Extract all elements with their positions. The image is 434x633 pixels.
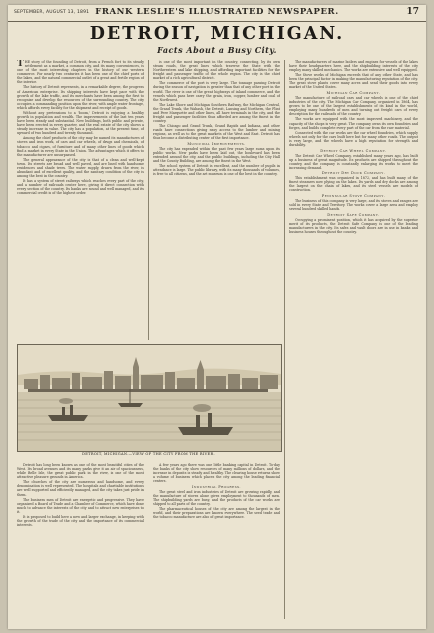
article-paragraph: The history of Detroit represents, in a remarkable degree, the progress of American enterprise. Its shipping interests have kept pace with the growth of the lake traffic, and its merchants have been among the first to recognize and develop the resources of the surrounding country. The city occupies a commanding position upon the river, with ample water frontage, which affords every facility for the shipment and receipt of goods. [17,85,144,110]
article-paragraph: This establishment was organized in 1872, and has built many of the finest steamers now plying on the lakes. Its yards and dry docks are among the largest on the chain of lakes, and its steel vessels are models of construction. [289,176,418,193]
issue-date: SEPTEMBER, AUGUST 13, 1891 [14,10,90,15]
article-title: DETROIT, MICHIGAN. [89,24,345,44]
text-column-3 [289,60,418,619]
text-column-1 [17,60,144,340]
article-paragraph: is one of the most important in the country, connecting, by its own steam roads, the great lines which traverse the State with the Northwestern and lake shipping, and affording important facilities for the freight and passenger traffic of the whole region. The city is the chief market of a rich agricultural district. [153,60,280,81]
article-paragraph: A few years ago there was one little banking capital in Detroit. To-day the banks of the city show resources of many millions of dollars, and the increase in deposits is steady and healthy. The clearing house returns show a volume of business which places the city among the leading financial centers. [153,463,280,484]
text-column-2-lower [153,463,280,619]
article-paragraph: It is proposed to build here a new and larger exchange, in keeping with the growth of the trade of the city and the importance of its commercial interests. [17,515,144,528]
illustration-caption: DETROIT, MICHIGAN.—VIEW OF THE CITY FROM THE RIVER. [82,452,215,456]
section-heading: Municipal Improvements. [187,141,246,146]
page-number: 17 [406,7,419,17]
section-heading: Detroit Car Wheel Company. [320,148,387,153]
article-paragraph: The pharmaceutical houses of the city are among the largest in the world, and their preparations are known everywhere. The seed trade and the tobacco manufacture are also of great importance. [153,507,280,520]
newspaper-name: FRANK LESLIE'S ILLUSTRATED NEWSPAPER. [95,7,339,17]
section-heading: Michigan Car Company. [326,91,381,96]
column-rule [284,60,285,619]
section-heading: Peninsular Stove Company. [321,193,386,198]
section-heading: Industrial Progress. [192,484,241,489]
article-paragraph: THE story of the founding of Detroit, from a French fort to its steady settlement as a market, a common city, and its many conveniences, is one of the most interesting chapters in the history of our western commerce. For nearly two centuries it has been one of the chief ports of the lakes, and the natural commercial outlet of a great and fertile region of the interior. [17,60,144,85]
article-paragraph: The commerce of the port is very large. The tonnage passing Detroit during the season of navigation is greater than that of any other port in the world. The river is one of the great highways of inland commerce, and the vessels which pass here carry the grain, iron, copper, lumber and coal of the Northwest. [153,81,280,102]
article-paragraph: Detroit has long been known as one of the most beautiful cities of the West. Its broad avenues and its many parks give it an air of spaciousness, while Belle Isle, the great public park in the river, is one of the most attractive pleasure grounds in America. [17,463,144,480]
section-heading: Detroit Dry Dock Company. [321,171,386,176]
article-paragraph: Among the chief products of the city may be named its manufactures of stoves and iron work, of cars and car wheels, of drugs and chemicals, of tobacco and cigars, of furniture and of many other lines of goods which find a market in every State in the Union. The advantages which it offers to the manufacturer are unsurpassed. [17,136,144,157]
article-paragraph: The Detroit Car Wheel Company, established many years ago, has built up a business of great magnitude. Its products are shipped throughout the country, and the company is constantly enlarging its works to meet the increasing demand. [289,153,418,170]
article-paragraph: The general appearance of the city is that of a clean and well-kept town. Its streets are broad and well paved, and are lined with handsome residences and shade trees. The water supply, drawn from the river, is abundant and of excellent quality, and the sanitary condition of the city is among the best in the country. [17,157,144,179]
article-paragraph: The great steel and iron industries of Detroit are growing rapidly, and the manufacture of stoves alone gives employment to thousands of men. The shipbuilding yards are busy, and the products of the car works are shipped to all parts of the country. [153,489,280,506]
article-paragraph: Connected with the car works are the car wheel foundries, which supply wheels not only for the cars built here but for many other roads. The output is very large, and the wheels have a high reputation for strength and durability. [289,130,418,147]
article-paragraph: The school system of Detroit is excellent, and the number of pupils in attendance is large. The public library, with its many thousands of volumes, is free to all citizens, and the art museum is one of the best in the country. [153,164,280,177]
article-paragraph: Occupying a prominent position, which it has acquired by the superior merit of its products, the Detroit Safe Company is one of the leading manufacturers in the city. Its safes and vault doors are in use in banks and business houses throughout the country. [289,217,418,234]
newspaper-page [8,5,426,629]
article-paragraph: The works are equipped with the most improved machinery, and the capacity of the shops is very great. The company owns its own foundries and forges, and builds complete every part of the car from the raw material. [289,117,418,130]
article-paragraph: The churches of the city are numerous and handsome, and every denomination is well represented. The hospitals and charitable institutions are well supported and efficiently managed, and the city takes just pride in them. [17,480,144,497]
engraving-image [18,345,281,451]
article-subtitle: Facts About a Busy City. [157,45,277,55]
article-paragraph: It has a system of street railways which reaches every part of the city, and a number of railroads center here, giving it direct connection with every section of the country. Its banks are sound and well managed, and its commercial credit is of the highest order. [17,179,144,196]
drop-cap: T [17,60,24,69]
column-rule [148,60,149,340]
article-paragraph: The Chicago and Grand Trunk, Grand Rapids and Indiana, and other roads have connections giving easy access to the lumber and mining regions, as well as to the great markets of the West and East. Detroit has thus become a distributing center of the first importance. [153,124,280,141]
article-paragraph: Without any pretensions to a 'boom,' Detroit is enjoying a healthy growth in population and wealth. The improvements of the last ten years have been steady and substantial. New buildings, both public and private, have been erected in every quarter, and the real estate of the city shows a steady increase in value. The city has a population, at the present time, of upward of two hundred and twenty thousand. [17,110,144,136]
text-column-1-lower [17,463,144,619]
article-paragraph: The manufacturers of marine boilers and engines for vessels of the lakes have their headquarters here, and the shipbuilding interests of the city employ many skilled mechanics. The works are extensive and well equipped. [289,60,418,73]
article-paragraph: The manufacture of railroad cars and car wheels is one of the chief industries of the city. The Michigan Car Company, organized in 1864, has grown to be one of the largest establishments of its kind in the world, employing many hundreds of men and turning out freight cars of every description for the railroads of the country. [289,96,418,117]
city-view-illustration [17,344,282,452]
section-heading: Detroit Safe Company. [327,212,380,217]
article-paragraph: The business of this company is very large, and its stoves and ranges are sold in every State and Territory. The works cover a large area and employ several hundred skilled hands. [289,199,418,212]
text-column-2 [153,60,280,340]
article-paragraph: The Lake Shore and Michigan Southern Railway, the Michigan Central, the Grand Trunk, the Wabash, the Detroit, Lansing and Northern, the Flint and Pere Marquette and other lines, all have terminals in the city, and the freight and passenger facilities thus afforded are among the finest in the country. [153,102,280,124]
article-paragraph: The Stove works of Michigan exceeds that of any other State, and has been the principal factor in making the manufacturing reputation of the city. The great stove plants cover many acres and send their goods into every market of the United States. [289,73,418,90]
article-paragraph: The business men of Detroit are energetic and progressive. They have organized a Board of Trade and a Chamber of Commerce, which have done much to advance the interests of the city and to attract new enterprises to it. [17,497,144,514]
article-paragraph: The city has expended within the past few years large sums upon its public works. New parks have been laid out, the boulevard has been extended around the city, and the public buildings, including the City Hall and the County Building, are among the finest in the West. [153,147,280,164]
page-header [8,5,426,22]
